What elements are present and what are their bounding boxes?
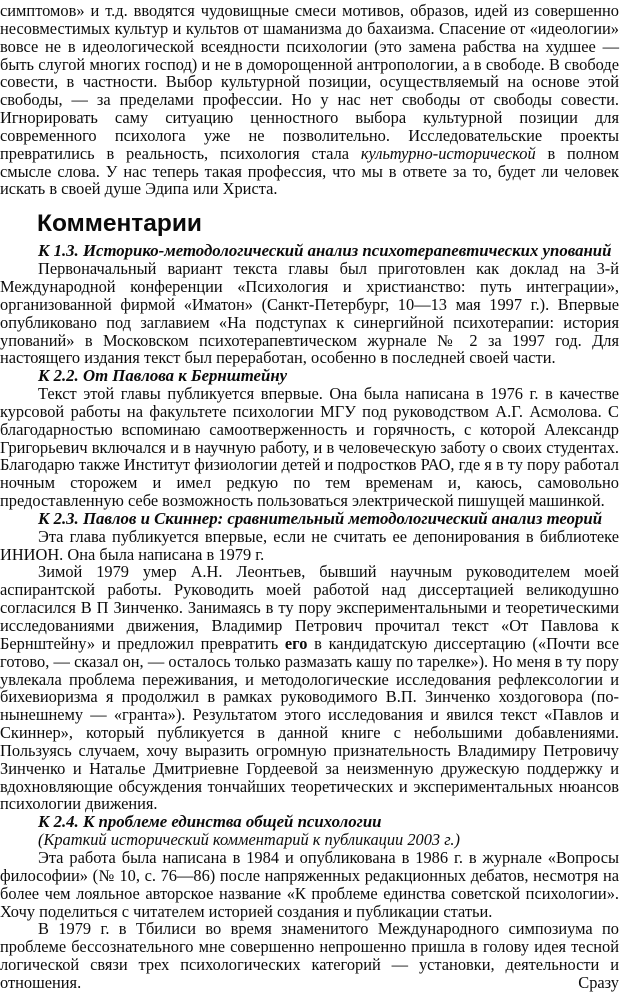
intro-paragraph: симптомов» и т.д. вводятся чудовищные смеси мотивов, образов, идей из совершенно несовместимых культур и культов от шаманизма до бахаизма. Спасение от «идеологии» вовсе не в идеологической всеядности психологии (это замена рабства на худшее — быть слугой многих господ) и не в доморощенной антропологии, а в свободе. В свободе совести, в частности. Выбор культурной позиции, осуществляемый на основе этой свободы, — за пределами профессии. Но у нас нет свободы от свободы совести. Игнорировать саму ситуацию ценностного выбора культурной позиции для современного психолога уже не позволительно. Исследовательские проекты превратились в реальность, психология стала культурно-исторической в полном смысле слова. У нас теперь такая профессия, что мы в ответе за то, будет ли человек искать в своей душе Эдипа или Христа. [0, 1, 619, 199]
section-heading-k2-4: К 2.4. К проблеме единства общей психологии [38, 812, 382, 832]
section-k2-4-paragraph-2-truncated: В 1979 г. в Тбилиси во время знаменитого Международного симпозиума по проблеме бессознательного мне совершенно непрошенно пришла в голову идея тесной логической связи трех психологических категорий — установки, деятельности и отношения. Сразу [0, 919, 619, 992]
section-k2-2-paragraph: Текст этой главы публикуется впервые. Она была написана в 1976 г. в качестве курсовой работы на факультете психологии МГУ под руководством А.Г. Асмолова. С благодарностью вспоминаю самоотверженность и горячность, с которой Александр Григорьевич включался и в научную работу, и в человеческую заботу о своих студентах. Благодарю также Институт физиологии детей и подростков РАО, где я в ту пору работал ночным сторожем и имел редкую по тем временам и, каюсь, самовольно предоставленную себе возможность пользоваться электрической пишущей машинкой. [0, 384, 619, 511]
section-heading-k1-3: К 1.3. Историко-методологический анализ психотерапевтических упований [38, 241, 612, 261]
section-heading-k2-2: К 2.2. От Павлова к Бернштейну [38, 366, 288, 386]
section-k2-3-paragraph-1: Эта глава публикуется впервые, если не считать ее депонирования в библиотеке ИНИОН. Она была написана в 1979 г. [0, 526, 619, 564]
section-heading-k2-3: К 2.3. Павлов и Скиннер: сравнительный методологический анализ теорий [38, 508, 603, 528]
section-k2-4-paragraph-1: Эта работа была написана в 1984 и опубликована в 1986 г. в журнале «Вопросы философии» (№ 10, с. 76—86) после напряженных редакционных дебатов, несмотря на более чем лояльное авторское название «К проблеме единства советской психологии». Хочу поделиться с читателем историей создания и публикации статьи. [0, 847, 619, 921]
section-k1-3-paragraph: Первоначальный вариант текста главы был приготовлен как доклад на 3-й Международной конференции «Психология и христианство: путь интеграции», организованной фирмой «Иматон» (Санкт-Петербург, 10—13 мая 1997 г.). Впервые опубликовано под заглавием «На подступах к синергийной психотерапии: история упований» в Московском психотерапевтическом журнале № 2 за 1997 год. Для настоящего издания текст был переработан, особенно в последней своей части. [0, 259, 619, 368]
section-k2-3-paragraph-2: Зимой 1979 умер А.Н. Леонтьев, бывший научным руководителем моей аспирантской работы. Руководить моей работой над диссертацией великодушно согласился В П Зинченко. Занимаясь в ту пору экспериментальными и теоретическими исследованиями движения, Владимир Петрович прочитал текст «От Павлова к Бернштейну» и предложил превратить его в кандидатскую диссертацию («Почти все готово, — сказал он, — осталось только размазать кашу по тарелке»). Но меня в ту пору увлекала проблема переживания, и методологические исследования рефлексологии и бихевиоризма я продолжил в рамках руководимого В.П. Зинченко хоздоговора (по-нынешнему — «гранта»). Результатом этого исследования и явился текст «Павлов и Скиннер», который публикуется в данной книге с небольшими добавлениями. Пользуясь случаем, хочу выразить огромную признательность Владимиру Петровичу Зинченко и Наталье Дмитриевне Гордеевой за неизменную дружескую поддержку и вдохновляющие обсуждения тончайших теоретических и экспериментальных нюансов психологии движения. [0, 562, 619, 814]
comments-heading: Комментарии [37, 210, 202, 238]
section-k2-4-note: (Краткий исторический комментарий к публикации 2003 г.) [38, 830, 460, 850]
